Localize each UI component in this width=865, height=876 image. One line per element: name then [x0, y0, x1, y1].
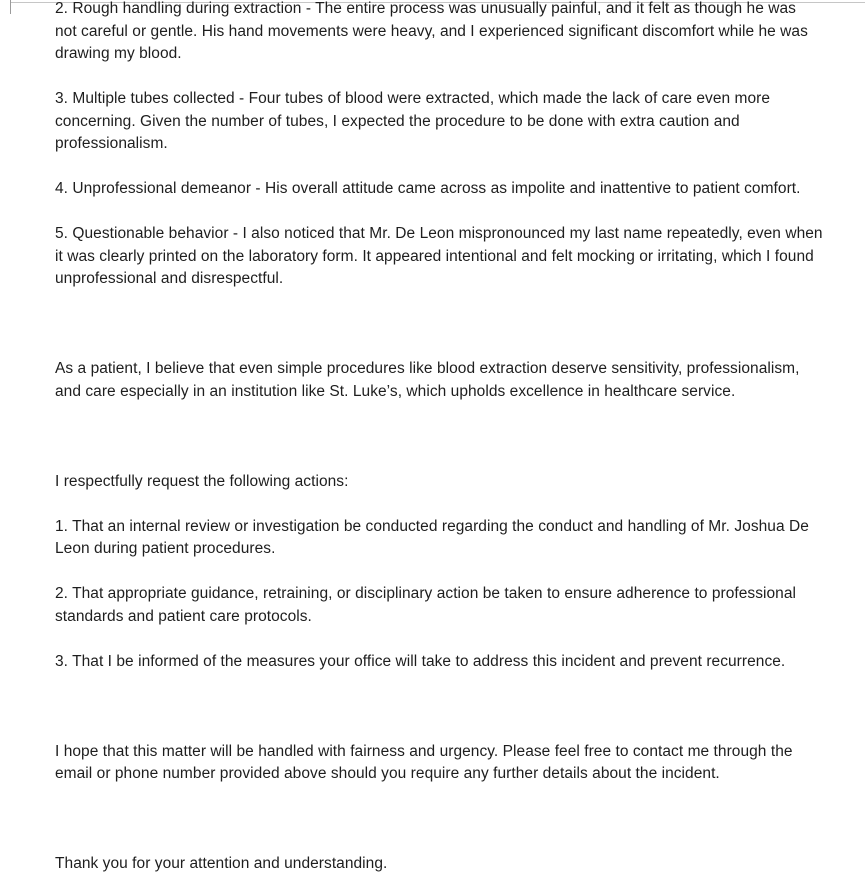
- document-text-line: As a patient, I believe that even simple procedures like blood extraction deserve sensitivity, professionalism,: [55, 360, 800, 377]
- document-text-line: Leon during patient procedures.: [55, 540, 276, 557]
- document-text-line: unprofessional and disrespectful.: [55, 270, 284, 287]
- complaint-point-2: [55, 0, 850, 66]
- document-text-line: I hope that this matter will be handled with fairness and urgency. Please feel free to contact me through the: [55, 742, 793, 760]
- patient-belief-statement: [55, 358, 850, 403]
- document-text-line: Thank you for your attention and understanding.: [55, 855, 388, 872]
- complaint-point-4: [55, 178, 850, 201]
- closing-hope-statement: [55, 741, 850, 786]
- document-text-line: 3. That I be informed of the measures your office will take to address this incident and prevent recurrence.: [55, 652, 786, 670]
- document-body: [55, 0, 850, 876]
- request-point-2: [55, 583, 850, 628]
- document-text-line: 5. Questionable behavior - I also noticed that Mr. De Leon mispronounced my last name repeatedly, even when: [55, 225, 823, 242]
- request-point-1: [55, 516, 850, 561]
- request-intro: [55, 471, 850, 494]
- document-text-line: 3. Multiple tubes collected - Four tubes of blood were extracted, which made the lack of care even more: [55, 90, 771, 107]
- complaint-point-5: [55, 223, 850, 291]
- document-text-line: 2. That appropriate guidance, retraining, or disciplinary action be taken to ensure adherence to professional: [55, 585, 797, 602]
- document-text-line: it was clearly printed on the laboratory form. It appeared intentional and felt mocking or irritating, which I found: [55, 247, 814, 265]
- document-text-line: 2. Rough handling during extraction - The entire process was unusually painful, and it felt as though he was: [55, 0, 796, 17]
- document-text-line: and care especially in an institution like St. Luke’s, which upholds excellence in healthcare service.: [55, 382, 736, 400]
- thank-you-statement: [55, 853, 850, 876]
- document-text-line: professionalism.: [55, 135, 168, 152]
- document-text-line: email or phone number provided above should you require any further details about the incident.: [55, 765, 720, 782]
- document-text-line: I respectfully request the following actions:: [55, 472, 349, 490]
- document-text-line: not careful or gentle. His hand movements were heavy, and I experienced significant discomfort while he was: [55, 22, 808, 40]
- document-text-line: concerning. Given the number of tubes, I expected the procedure to be done with extra caution and: [55, 112, 740, 130]
- complaint-point-3: [55, 88, 850, 156]
- request-point-3: [55, 651, 850, 674]
- document-text-line: drawing my blood.: [55, 45, 182, 62]
- document-text-line: 1. That an internal review or investigation be conducted regarding the conduct and handling of Mr. Joshua De: [55, 517, 809, 535]
- document-text-line: 4. Unprofessional demeanor - His overall attitude came across as impolite and inattentive to patient comfort.: [55, 180, 801, 197]
- document-text-line: standards and patient care protocols.: [55, 607, 312, 625]
